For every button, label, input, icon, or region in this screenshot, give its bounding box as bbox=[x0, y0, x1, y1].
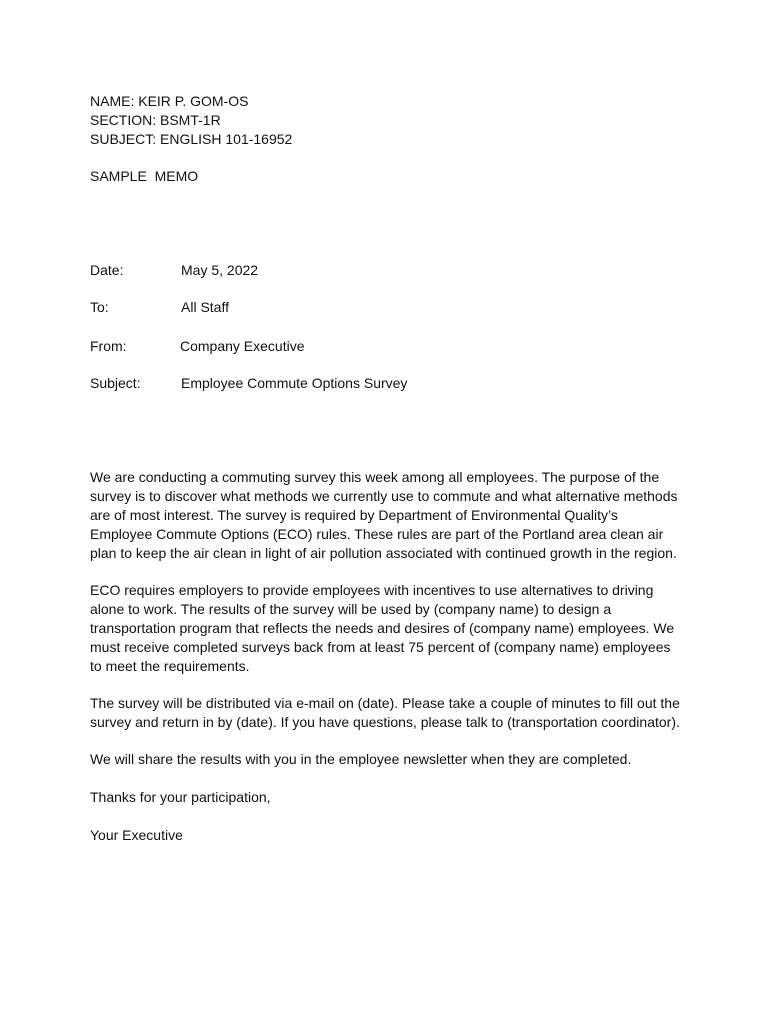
closing-line: Thanks for your participation, bbox=[90, 789, 271, 805]
memo-field-label: To: bbox=[90, 299, 109, 315]
memo-field-value: All Staff bbox=[181, 299, 229, 315]
memo-field-label: From: bbox=[90, 338, 127, 354]
body-paragraph: ECO requires employers to provide employees with incentives to use alternatives to driving alone to work. The results of the survey will be used by (company name) to design a transportation program that reflects the needs and desires of (company name) employees. We must receive completed surveys back from at least 75 percent of (company name) employees to meet the requirements. bbox=[90, 582, 675, 674]
memo-field-label: Date: bbox=[90, 262, 124, 278]
student-section: SECTION: BSMT-1R bbox=[90, 112, 221, 128]
memo-field-value: Employee Commute Options Survey bbox=[181, 375, 408, 391]
body-paragraph: We are conducting a commuting survey this week among all employees. The purpose of the survey is to discover what methods we currently use to commute and what alternative methods are of most interest. The survey is required by Department of Environmental Quality’s Employee Commute Options (ECO) rules. These rules are part of the Portland area clean air plan to keep the air clean in light of air pollution associated with continued growth in the region. bbox=[90, 469, 678, 561]
signature-line: Your Executive bbox=[90, 827, 183, 843]
memo-field-label: Subject: bbox=[90, 375, 141, 391]
student-name: NAME: KEIR P. GOM-OS bbox=[90, 93, 249, 109]
body-paragraph: We will share the results with you in the employee newsletter when they are completed. bbox=[90, 751, 632, 767]
body-paragraph: The survey will be distributed via e-mail on (date). Please take a couple of minutes to fill out the survey and return in by (date). If you have questions, please talk to (transportation coordinator). bbox=[90, 695, 680, 730]
memo-field-value: Company Executive bbox=[180, 338, 305, 354]
memo-title: SAMPLE MEMO bbox=[90, 168, 199, 184]
student-header bbox=[90, 92, 292, 149]
memo-field-value: May 5, 2022 bbox=[181, 262, 259, 278]
student-subject: SUBJECT: ENGLISH 101-16952 bbox=[90, 131, 293, 147]
